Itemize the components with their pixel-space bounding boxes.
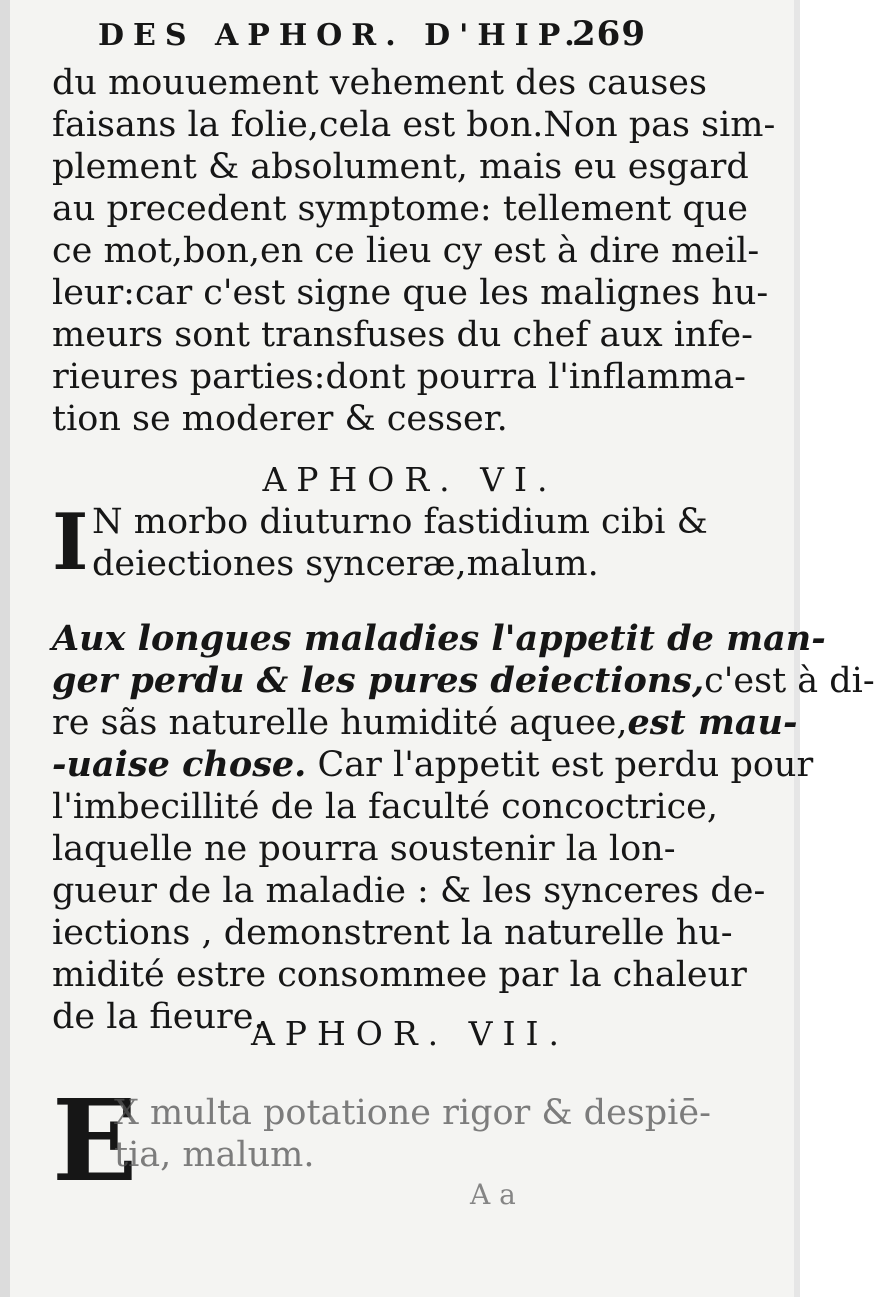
text-line bbox=[52, 786, 719, 828]
roman-span: Car l'appetit est perdu pour bbox=[306, 745, 814, 785]
text-line: tia, malum. bbox=[114, 1135, 315, 1175]
page-header bbox=[98, 14, 646, 66]
text-line bbox=[52, 912, 733, 954]
text-line: rieures parties:dont pourra l'inflamma- bbox=[52, 357, 746, 397]
roman-span: gueur de la maladie : & les synceres de- bbox=[52, 871, 766, 911]
commentary-paragraph-2 bbox=[52, 618, 875, 1038]
italic-span: -uaise chose. bbox=[52, 744, 307, 785]
text-line bbox=[52, 954, 747, 996]
text-line: au precedent symptome: tellement que bbox=[52, 189, 749, 229]
aphorism-latin-text bbox=[92, 500, 708, 584]
aphorism-latin-text bbox=[114, 1092, 711, 1176]
roman-span: iections , demonstrent la naturelle hu- bbox=[52, 913, 733, 953]
drop-cap: E bbox=[52, 1076, 138, 1207]
text-line bbox=[52, 744, 814, 786]
text-line bbox=[52, 702, 798, 744]
text-line: faisans la folie,cela est bon.Non pas sim- bbox=[52, 105, 776, 145]
roman-span: midité estre consommee par la chaleur bbox=[52, 955, 747, 995]
text-line: meurs sont transfuses du chef aux infe- bbox=[52, 315, 753, 355]
drop-cap: I bbox=[52, 497, 89, 588]
text-line: deiectiones synceræ,malum. bbox=[92, 544, 599, 584]
text-line bbox=[52, 660, 875, 702]
text-line: leur:car c'est signe que les malignes hu- bbox=[52, 273, 769, 313]
aphorism-heading-vi: APHOR. VI. bbox=[262, 460, 558, 499]
text-line: du mouuement vehement des causes bbox=[52, 63, 707, 103]
text-line: N morbo diuturno fastidium cibi & bbox=[92, 502, 708, 542]
text-line: ce mot,bon,en ce lieu cy est à dire meil- bbox=[52, 231, 760, 271]
text-line: tion se moderer & cesser. bbox=[52, 399, 508, 439]
roman-span: l'imbecillité de la faculté concoctrice, bbox=[52, 787, 719, 827]
aphorism-heading-vii: APHOR. VII. bbox=[250, 1014, 570, 1053]
page-number: 269 bbox=[572, 14, 646, 54]
signature-mark: A a bbox=[470, 1178, 516, 1211]
italic-span: est mau- bbox=[627, 702, 798, 743]
italic-span: ger perdu & les pures deiections, bbox=[52, 660, 705, 701]
roman-span: c'est à di- bbox=[704, 661, 875, 701]
text-line bbox=[52, 870, 766, 912]
text-line: plement & absolument, mais eu esgard bbox=[52, 147, 749, 187]
running-head: DES APHOR. D'HIP. bbox=[98, 18, 584, 53]
roman-span: re sãs naturelle humidité aquee, bbox=[52, 703, 628, 743]
text-line bbox=[52, 828, 676, 870]
text-line bbox=[52, 618, 826, 660]
italic-span: Aux longues maladies l'appetit de man- bbox=[52, 618, 826, 659]
roman-span: de la fieure. bbox=[52, 997, 265, 1037]
roman-span: laquelle ne pourra soustenir la lon- bbox=[52, 829, 676, 869]
commentary-paragraph-1 bbox=[52, 62, 776, 440]
text-line: X multa potatione rigor & despiē- bbox=[114, 1093, 711, 1133]
